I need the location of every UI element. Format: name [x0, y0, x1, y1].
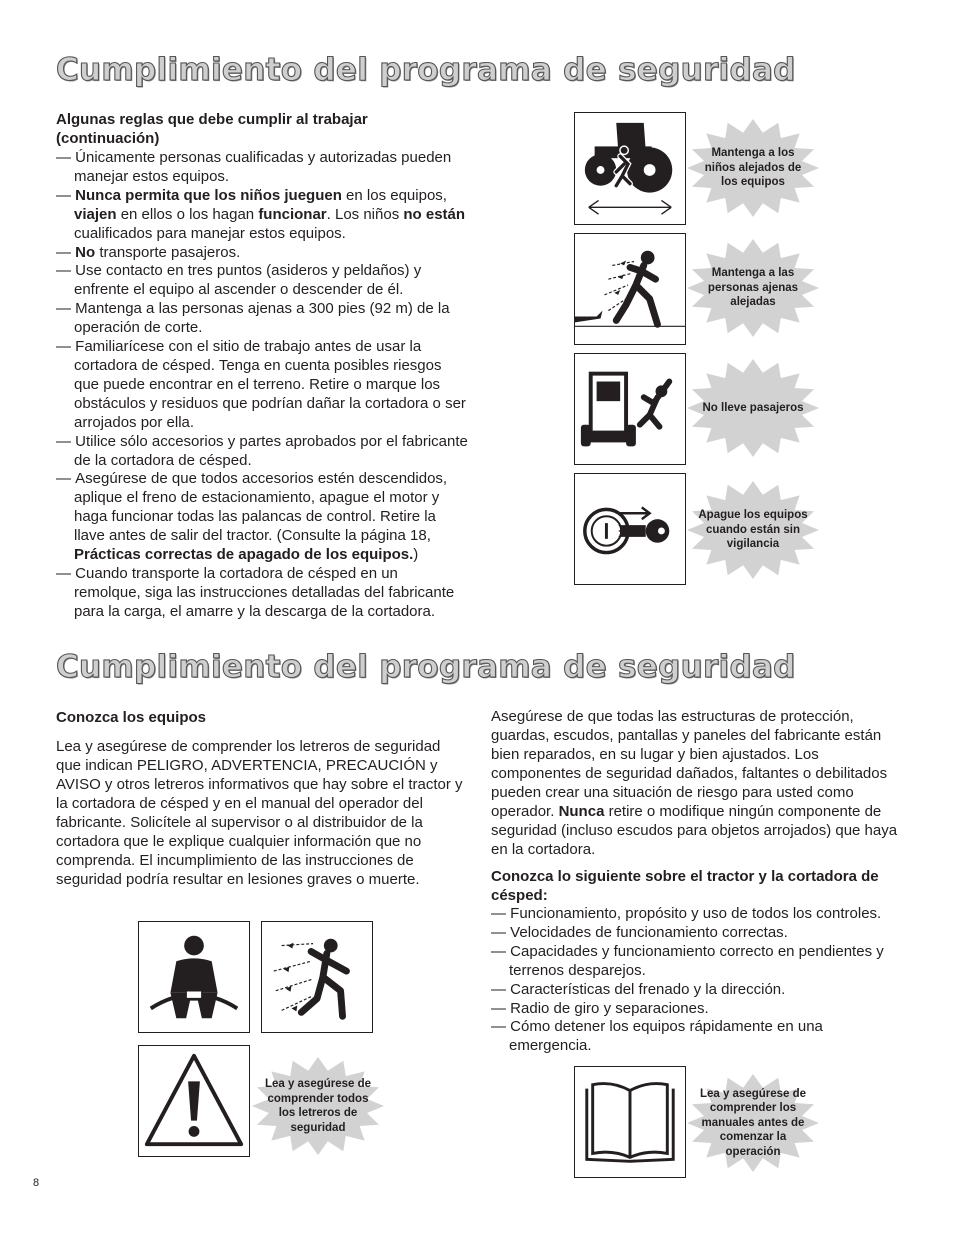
sign-label-burst — [686, 1073, 820, 1173]
tractor-child-icon — [575, 113, 685, 224]
safety-sign-no-passengers — [574, 353, 686, 465]
safety-sign-manual — [574, 1066, 686, 1178]
list-item: — Utilice sólo accesorios y partes aprobados por el fabricante de la cortadora de césped. — [56, 433, 468, 471]
page-number: 8 — [33, 1177, 40, 1189]
section1-title: Cumplimiento del programa de seguridad — [56, 52, 796, 88]
sign-label-burst — [686, 480, 820, 580]
safety-sign-warning — [138, 1045, 250, 1157]
seatbelt-operator-icon — [139, 922, 249, 1032]
list-item: — Asegúrese de que todos accesorios estén descendidos, aplique el freno de estacionamiento, apague el motor y haga funcionar todas las palancas de control. Retire la llave antes de salir del tractor. (Consulte la página 18, Prácticas correctas de apagado de los equipos.) — [56, 470, 468, 565]
section2-right-subtitle: Conozca lo siguiente sobre el tractor y la cortadora de césped: — [491, 868, 879, 904]
safety-sign-key — [574, 473, 686, 585]
safety-sign-bystanders — [574, 233, 686, 345]
list-item: — Cuando transporte la cortadora de césped en un remolque, siga las instrucciones detalladas del fabricante para la carga, el amarre y la descarga de la cortadora. — [56, 565, 468, 622]
list-item: — Radio de giro y separaciones. — [491, 1000, 903, 1019]
open-book-icon — [575, 1067, 685, 1177]
flying-debris-person-icon — [575, 234, 685, 344]
sign-label-burst — [251, 1056, 385, 1156]
section2-right-column — [491, 707, 903, 1056]
know-list — [491, 905, 903, 1056]
flying-debris-person-icon — [262, 922, 372, 1032]
list-item: — Nunca permita que los niños jueguen en los equipos, viajen en ellos o los hagan funcionar. Los niños no están cualificados para manejar estos equipos. — [56, 187, 468, 244]
sign-label: Lea y asegúrese de comprender todos los letreros de seguridad — [264, 1078, 372, 1134]
section2-left-paragraph: Lea y asegúrese de comprender los letreros de seguridad que indican PELIGRO, ADVERTENCIA, PRECAUCIÓN y AVISO y otros letreros informativos que hay sobre el tractor y la cortadora de césped y en el manual del operador del fabricante. Solicítele al supervisor o al distribuidor de la cortadora que le explique cualquier información que no comprenda. El incumplimiento de las instrucciones de seguridad podría resultar en lesiones graves o muerte. — [56, 738, 463, 888]
sign-label: Apague los equipos cuando están sin vigilancia — [698, 509, 808, 551]
list-item: — Funcionamiento, propósito y uso de todos los controles. — [491, 905, 903, 924]
list-item: — Únicamente personas cualificadas y autorizadas pueden manejar estos equipos. — [56, 149, 468, 187]
list-item: — No transporte pasajeros. — [56, 244, 468, 263]
list-item: — Cómo detener los equipos rápidamente en una emergencia. — [491, 1018, 903, 1056]
sign-label: Mantenga a los niños alejados de los equipos — [704, 147, 802, 189]
list-item: — Velocidades de funcionamiento correctas. — [491, 924, 903, 943]
no-passengers-icon — [575, 354, 685, 464]
sign-label-burst — [686, 358, 820, 458]
section1-subtitle: Algunas reglas que debe cumplir al trabajar (continuación) — [56, 111, 368, 147]
sign-label: Lea y asegúrese de comprender los manuales antes de comenzar la operación — [699, 1087, 807, 1158]
section2-title: Cumplimiento del programa de seguridad — [56, 649, 796, 685]
list-item: — Capacidades y funcionamiento correcto en pendientes y terrenos desparejos. — [491, 943, 903, 981]
ignition-key-icon — [575, 474, 685, 584]
section2-right-paragraph: Asegúrese de que todas las estructuras de protección, guardas, escudos, pantallas y paneles del fabricante están bien reparados, en su lugar y bien ajustados. Los componentes de seguridad dañados, faltantes o debilitados pueden crear una situación de riesgo para usted como operador. Nunca retire o modifique ningún componente de seguridad (incluso escudos para objetos arrojados) que haya en la cortadora. — [491, 708, 898, 858]
list-item: — Mantenga a las personas ajenas a 300 pies (92 m) de la operación de corte. — [56, 300, 468, 338]
list-item: — Familiarícese con el sitio de trabajo antes de usar la cortadora de césped. Tenga en cuenta posibles riesgos que puede encontrar en el terreno. Retire o marque los obstáculos y residuos que podrían dañar la cortadora o ser arrojados por ella. — [56, 338, 468, 433]
sign-label-burst — [686, 118, 820, 218]
section2-left-column — [56, 708, 466, 889]
section1-left-column — [56, 110, 468, 622]
safety-sign-seatbelt — [138, 921, 250, 1033]
sign-label: No lleve pasajeros — [702, 401, 804, 414]
safety-sign-tractor-child — [574, 112, 686, 225]
rules-list — [56, 149, 468, 622]
sign-label-burst — [686, 238, 820, 338]
list-item: — Use contacto en tres puntos (asideros y peldaños) y enfrente el equipo al ascender o descender de él. — [56, 262, 468, 300]
sign-label: Mantenga a las personas ajenas alejadas — [707, 267, 799, 309]
warning-triangle-icon — [139, 1046, 249, 1156]
section2-subtitle: Conozca los equipos — [56, 709, 207, 726]
list-item: — Características del frenado y la dirección. — [491, 981, 903, 1000]
safety-sign-thrown-objects — [261, 921, 373, 1033]
